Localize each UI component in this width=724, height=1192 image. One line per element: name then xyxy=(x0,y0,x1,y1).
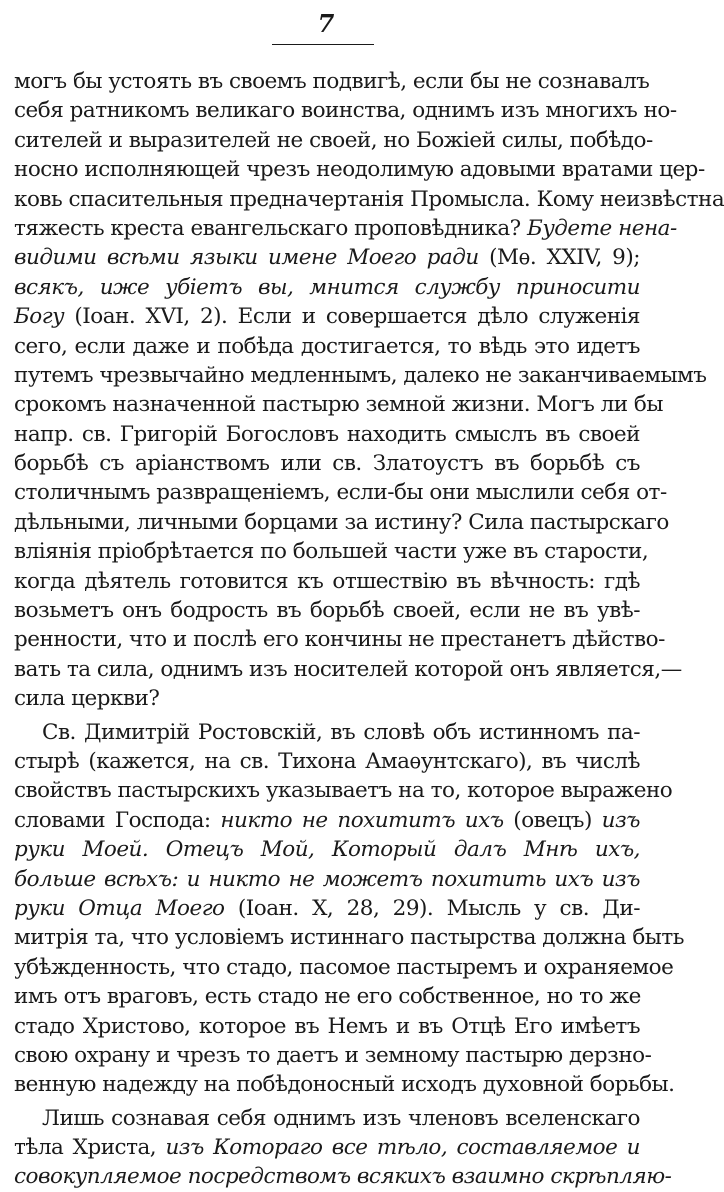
text-line xyxy=(14,806,640,835)
text-line: дѣльными, личными борцами за истину? Сила пастырскаго xyxy=(14,509,669,535)
text-line: стадо Христово, которое въ Немъ и въ Отцѣ Его имѣетъ xyxy=(14,1013,640,1039)
body-text xyxy=(14,67,724,1192)
text-line: ренности, что и послѣ его кончины не престанетъ дѣйство- xyxy=(14,627,665,653)
scripture-quote: Будете нена- xyxy=(527,215,677,241)
text-line: путемъ чрезвычайно медленнымъ, далеко не заканчиваемымъ xyxy=(14,362,707,388)
text-line: Св. Димитрій Ростовскій, въ словѣ объ истинномъ па- xyxy=(42,719,640,745)
text-line: носно исполняющей чрезъ неодолимую адовыми вратами цер- xyxy=(14,157,705,183)
paragraph xyxy=(14,718,685,1100)
text-line xyxy=(14,214,677,243)
text-line xyxy=(14,835,640,864)
scripture-quote: изъ Котораго все тѣло, составляемое и xyxy=(165,1135,640,1161)
text-line xyxy=(14,1162,672,1191)
text-line: себя ратникомъ великаго воинства, однимъ изъ многихъ но- xyxy=(14,98,677,124)
text-line: вать та сила, однимъ изъ носителей которой онъ является,— xyxy=(14,656,682,682)
text-line: убѣжденность, что стадо, пасомое пастыремъ и охраняемое xyxy=(14,954,674,980)
page-number: 7 xyxy=(317,9,335,38)
text-line: свою охрану и чрезъ то даетъ и земному пастырю дерзно- xyxy=(14,1042,652,1068)
scripture-reference: (Іоан. X, 28, 29). Мысль у св. Ди- xyxy=(224,895,640,921)
paragraph xyxy=(14,1104,672,1192)
text-span: (Іоан. XVI, 2). Если и совершается дѣло служенія xyxy=(64,304,640,330)
scripture-quote: всякъ, иже убіетъ вы, мнится службу приносити xyxy=(14,274,640,300)
text-line xyxy=(14,243,640,272)
paragraph xyxy=(14,67,724,714)
text-line: Лишь сознавая себя однимъ изъ членовъ вселенскаго xyxy=(42,1105,640,1131)
header-rule xyxy=(272,44,374,45)
scripture-quote: руки Моей. Отецъ Мой, Который далъ Мнѣ ихъ, xyxy=(14,837,640,863)
text-line: возьметъ онъ бодрость въ борьбѣ своей, если не въ увѣ- xyxy=(14,598,640,624)
text-line: сего, если даже и побѣда достигается, то вѣдь это идетъ xyxy=(14,333,640,359)
text-line: вліянія пріобрѣтается по большей части уже въ старости, xyxy=(14,539,649,565)
scripture-quote: изъ xyxy=(601,807,640,833)
text-line: имъ отъ враговъ, есть стадо не его собственное, но то же xyxy=(14,984,641,1010)
text-line: напр. св. Григорій Богословъ находить смыслъ въ своей xyxy=(14,421,640,447)
text-span: тѣла Христа, xyxy=(14,1135,166,1161)
text-line: срокомъ назначенной пастырю земной жизни. Могъ ли бы xyxy=(14,392,663,418)
text-line xyxy=(14,273,640,302)
text-line: столичнымъ развращеніемъ, если-бы они мыслили себя от- xyxy=(14,480,667,506)
text-line xyxy=(14,302,640,331)
scripture-quote: видими всѣми языки имене Моего ради xyxy=(14,245,479,271)
text-line: когда дѣятель готовится къ отшествію въ вѣчность: гдѣ xyxy=(14,568,640,594)
text-line xyxy=(14,865,640,894)
scripture-quote: никто не похититъ ихъ xyxy=(220,807,504,833)
scripture-quote: совокупляемое посредствомъ всякихъ взаимно скрѣпляю- xyxy=(14,1164,672,1190)
text-line: могъ бы устоять въ своемъ подвигѣ, если бы не сознавалъ xyxy=(14,69,650,94)
text-line: сила церкви? xyxy=(14,686,160,712)
text-line: митрія та, что условіемъ истиннаго пастырства должна быть xyxy=(14,925,685,951)
scripture-reference: (Мѳ. XXIV, 9); xyxy=(478,245,640,271)
text-line xyxy=(14,1133,640,1162)
text-line: сителей и выразителей не своей, но Божіей силы, побѣдо- xyxy=(14,127,653,153)
text-span: тяжесть креста евангельскаго проповѣдника? xyxy=(14,215,528,241)
text-span: словами Господа: xyxy=(14,807,221,833)
text-span: (овецъ) xyxy=(503,807,602,833)
scripture-quote: Богу xyxy=(14,304,65,330)
text-line: свойствъ пастырскихъ указываетъ на то, которое выражено xyxy=(14,778,673,804)
text-line: ковь спасительныя предначертанія Промысла. Кому неизвѣстна xyxy=(14,186,724,212)
text-line: стырѣ (кажется, на св. Тихона Амаѳунтскаго), въ числѣ xyxy=(14,748,640,774)
text-line: венную надежду на побѣдоносный исходъ духовной борьбы. xyxy=(14,1072,675,1098)
scripture-quote: руки Отца Моего xyxy=(14,895,225,921)
text-line: борьбѣ съ аріанствомъ или св. Златоустъ въ борьбѣ съ xyxy=(14,451,640,477)
scripture-quote: больше всѣхъ: и никто не можетъ похитить ихъ изъ xyxy=(14,866,640,892)
text-line xyxy=(14,894,640,923)
